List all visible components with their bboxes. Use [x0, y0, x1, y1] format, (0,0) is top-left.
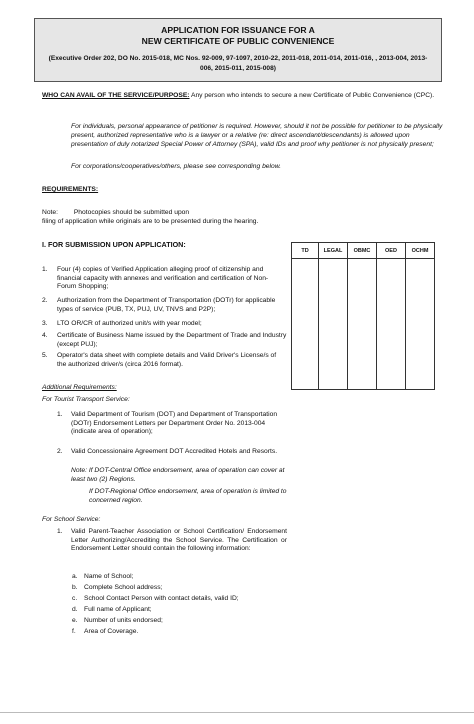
tourist-note-1: Note: If DOT-Central Office endorsement, area of operation can cover at least two (2) Regions.	[71, 467, 285, 483]
sub-letter: a.	[72, 573, 78, 580]
note-line-1: Photocopies should be submitted upon	[73, 209, 190, 216]
item-number: 2.	[57, 448, 63, 455]
item-number: 5.	[42, 352, 48, 359]
title-line-1: APPLICATION FOR ISSUANCE FOR A	[161, 25, 315, 35]
tourist-label: For Tourist Transport Service:	[42, 396, 130, 403]
list-item: Four (4) copies of Verified Application alleging proof of citizenship and financial capacity with annexes and verification and certification of Non-Forum Shopping;	[57, 266, 269, 291]
office-columns-table	[291, 242, 435, 390]
column-legal: LEGAL	[319, 243, 348, 259]
who-can-avail	[42, 92, 446, 101]
cell-oed[interactable]	[377, 259, 406, 390]
item-number: 2.	[42, 297, 48, 304]
additional-heading: Additional Requirements:	[42, 384, 117, 391]
sub-item: Area of Coverage.	[84, 628, 139, 635]
item-number: 4.	[42, 332, 48, 339]
list-item: LTO OR/CR of authorized unit/s with year model;	[57, 320, 202, 327]
cell-td[interactable]	[292, 259, 319, 390]
cell-obmc[interactable]	[348, 259, 377, 390]
note-label: Note:	[42, 209, 58, 216]
column-ochm: OCHM	[406, 243, 435, 259]
cell-ochm[interactable]	[406, 259, 435, 390]
school-label: For School Service:	[42, 516, 101, 523]
list-item: Certificate of Business Name issued by the Department of Trade and Industry (except PUJ);	[57, 332, 287, 348]
list-item: Valid Concessionaire Agreement DOT Accredited Hotels and Resorts.	[71, 448, 278, 455]
who-text: Any person who intends to secure a new Certificate of Public Convenience (CPC).	[189, 92, 435, 99]
requirements-heading: REQUIREMENTS:	[42, 186, 99, 193]
sub-letter: c.	[72, 595, 78, 602]
sub-item: Complete School address;	[84, 584, 163, 591]
item-number: 1.	[57, 411, 63, 418]
tourist-note-2: If DOT-Regional Office endorsement, area of operation is limited to concerned region.	[89, 488, 287, 504]
school-item: Valid Parent-Teacher Association or School Certification/ Endorsement Letter Authorizing/Accrediting the School Service. The Certification or Endorsement Letter should contain the following information:	[71, 528, 287, 553]
column-obmc: OBMC	[348, 243, 377, 259]
sub-item: School Contact Person with contact details, valid ID;	[84, 595, 239, 602]
list-item: Valid Department of Tourism (DOT) and Department of Transportation (DOTr) Endorsement Letters per Department Order No. 2013-004 (indicate area of operation);	[71, 411, 278, 436]
sub-item: Full name of Applicant;	[84, 606, 152, 613]
individual-note: For individuals, personal appearance of petitioner is required. However, should it not be possible for petitioner to be physically present, authorized representative who is a lawyer or a relative (re: direct ascendant/descendants) is allowed upon presentation of duly notarized Special Power of Attorney (SPA), valid IDs and proof why petitioner is not physically present;	[71, 123, 443, 148]
title-line-2: NEW CERTIFICATE OF PUBLIC CONVENIENCE	[141, 36, 335, 46]
column-oed: OED	[377, 243, 406, 259]
list-item: Authorization from the Department of Transportation (DOTr) for applicable types of service (PUB, TX, PUJ, UV, TNVS and P2P);	[57, 297, 276, 313]
item-number: 1.	[57, 528, 63, 535]
requirements-note	[42, 209, 446, 218]
who-heading: WHO CAN AVAIL OF THE SERVICE/PURPOSE:	[42, 92, 190, 99]
section-1-heading: I. FOR SUBMISSION UPON APPLICATION:	[42, 240, 186, 249]
column-td: TD	[292, 243, 319, 259]
sub-letter: d.	[72, 606, 78, 613]
sub-letter: f.	[72, 628, 76, 635]
item-number: 3.	[42, 320, 48, 327]
corporation-note: For corporations/cooperatives/others, please see corresponding below.	[71, 163, 282, 170]
page-divider	[0, 712, 474, 713]
sub-letter: e.	[72, 617, 78, 624]
cell-legal[interactable]	[319, 259, 348, 390]
list-item: Operator's data sheet with complete details and Valid Driver's License/s of the authorized driver/s (circa 2016 format).	[57, 352, 277, 368]
note-line-2: filing of application while originals are to be presented during the hearing.	[42, 218, 259, 225]
sub-item: Name of School;	[84, 573, 134, 580]
executive-orders: (Executive Order 202, DO No. 2015-018, MC Nos. 92-009, 97-1097, 2010-22, 2011-018, 2011-014, 2011-016, , 2013-004, 2013-006, 2015-011, 2015-008)	[48, 55, 428, 72]
sub-item: Number of units endorsed;	[84, 617, 163, 624]
title-box	[34, 18, 442, 82]
item-number: 1.	[42, 266, 48, 273]
sub-letter: b.	[72, 584, 78, 591]
